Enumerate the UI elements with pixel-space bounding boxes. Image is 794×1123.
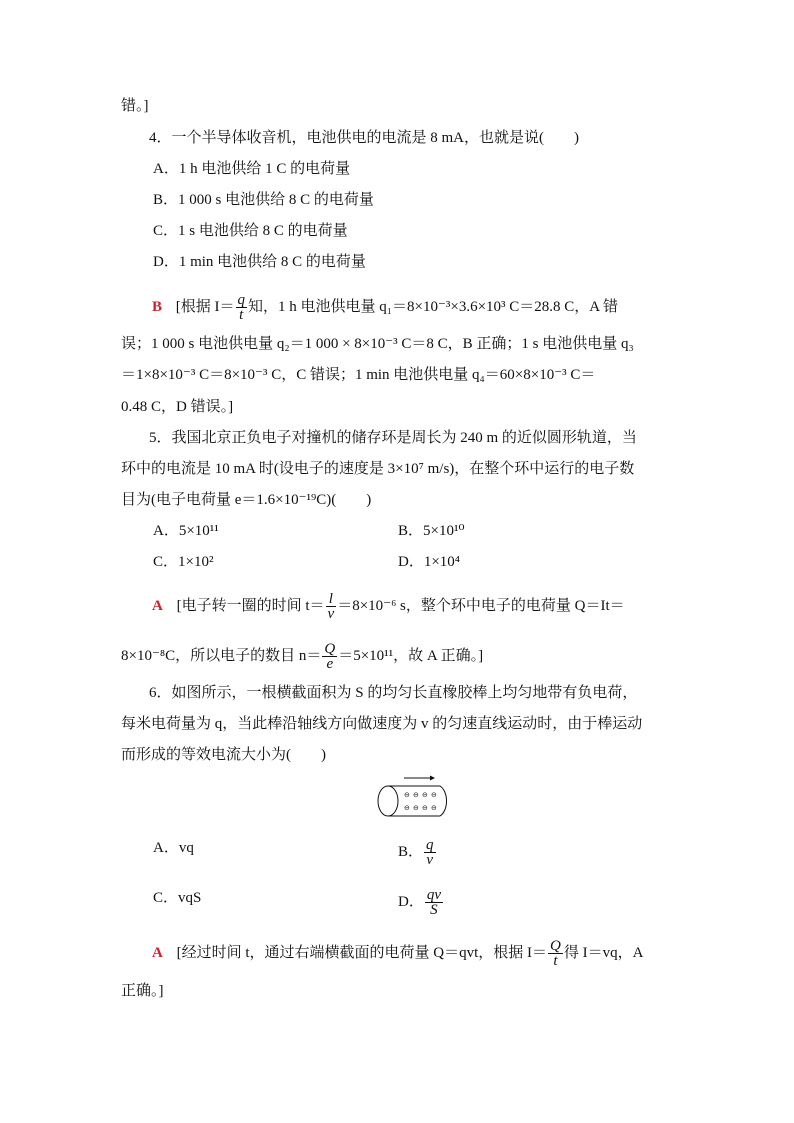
option-b: B．1 000 s 电池供给 8 C 的电荷量	[153, 192, 374, 208]
option-d: D．1 min 电池供给 8 C 的电荷量	[153, 254, 366, 270]
charge-icon: ⊖	[422, 791, 428, 799]
fraction	[424, 838, 436, 867]
charge-icon: ⊖	[431, 791, 437, 799]
question-6-stem: 每米电荷量为 q，当此棒沿轴线方向做速度为 v 的匀速直线运动时，由于棒运动	[121, 716, 643, 732]
question-6-stem: 而形成的等效电流大小为( )	[121, 747, 326, 763]
question-6-stem: 6．如图所示，一根横截面积为 S 的均匀长直橡胶棒上均匀地带有负电荷，	[149, 685, 638, 701]
answer-line	[152, 592, 625, 621]
answer-letter: B	[152, 298, 163, 315]
denominator: v	[327, 606, 335, 622]
explanation-line: 0.48 C，D 错误。]	[121, 399, 234, 415]
fraction	[326, 592, 337, 621]
explanation-line: 正确。]	[121, 983, 164, 999]
option-a: A．vq	[153, 840, 194, 856]
answer-line	[152, 939, 643, 968]
explanation-line: 误；1 000 s 电池供电量 q₂＝1 000 × 8×10⁻³ C＝8 C，B 正确；1 s 电池供电量 q₃	[121, 336, 634, 352]
option-a: A．1 h 电池供给 1 C 的电荷量	[153, 161, 351, 177]
option-b: B．5×10¹⁰	[398, 523, 465, 539]
fraction	[548, 939, 563, 968]
explanation-text: 8×10⁻⁸C，所以电子的数目 n＝	[121, 647, 322, 664]
fraction	[322, 642, 337, 671]
fraction	[425, 888, 443, 917]
text-line: 错。]	[121, 98, 149, 114]
option-label: D．	[398, 893, 424, 910]
explanation-text: 知，1 h 电池供电量 q₁＝8×10⁻³×3.6×10³ C＝28.8 C，A 错	[248, 298, 619, 315]
numerator: qv	[426, 887, 442, 903]
velocity-arrow-head	[430, 776, 435, 781]
explanation-text: ＝8×10⁻⁶ s，整个环中电子的电荷量 Q＝It＝	[337, 597, 625, 614]
question-5-stem: 5．我国北京正负电子对撞机的储存环是周长为 240 m 的近似圆形轨道，当	[149, 430, 637, 446]
numerator: q	[426, 837, 434, 853]
fraction	[236, 293, 248, 322]
charge-icon: ⊖	[404, 804, 410, 812]
denominator: S	[430, 902, 438, 918]
option-a: A．5×10¹¹	[153, 523, 219, 539]
denominator: v	[426, 852, 434, 868]
numerator: Q	[550, 938, 561, 954]
option-c: C．vqS	[153, 890, 202, 906]
denominator: t	[553, 953, 558, 969]
option-c: C．1 s 电池供给 8 C 的电荷量	[153, 223, 348, 239]
question-5-stem: 环中的电流是 10 mA 时(设电子的速度是 3×10⁷ m/s)，在整个环中运行的电子数	[121, 461, 635, 477]
denominator: e	[326, 656, 334, 672]
rod-left-end	[378, 786, 398, 816]
option-b	[398, 838, 437, 867]
answer-letter: A	[152, 597, 163, 614]
option-label: B．	[398, 843, 424, 860]
option-d: D．1×10⁴	[398, 554, 461, 570]
charge-icon: ⊖	[404, 791, 410, 799]
numerator: Q	[324, 641, 336, 657]
explanation-text: [电子转一圈的时间 t＝	[176, 597, 325, 614]
explanation-text: [根据 I＝	[175, 298, 235, 315]
denominator: t	[239, 307, 244, 323]
explanation-text: ＝5×10¹¹，故 A 正确。]	[338, 647, 484, 664]
charged-rod-figure	[374, 772, 454, 818]
charge-icon: ⊖	[413, 791, 419, 799]
answer-line	[152, 293, 618, 322]
explanation-text: [经过时间 t，通过右端横截面的电荷量 Q＝qvt，根据 I＝	[176, 944, 548, 961]
question-5-stem: 目为(电子电荷量 e＝1.6×10⁻¹⁹C)( )	[121, 492, 372, 508]
explanation-line	[121, 642, 483, 671]
explanation-line: ＝1×8×10⁻³ C＝8×10⁻³ C，C 错误；1 min 电池供电量 q₄＝60×8×10⁻³ C＝	[121, 367, 596, 383]
explanation-text: 得 I＝vq，A	[563, 944, 644, 961]
charge-icon: ⊖	[413, 804, 419, 812]
charge-icon: ⊖	[431, 804, 437, 812]
charge-icon: ⊖	[422, 804, 428, 812]
question-4-stem: 4．一个半导体收音机，电池供电的电流是 8 mA，也就是说( )	[149, 130, 579, 146]
option-d	[398, 888, 444, 917]
answer-letter: A	[152, 944, 163, 961]
negative-charges	[404, 791, 437, 812]
numerator: q	[237, 292, 246, 308]
numerator: l	[326, 592, 337, 607]
option-c: C．1×10²	[153, 554, 214, 570]
